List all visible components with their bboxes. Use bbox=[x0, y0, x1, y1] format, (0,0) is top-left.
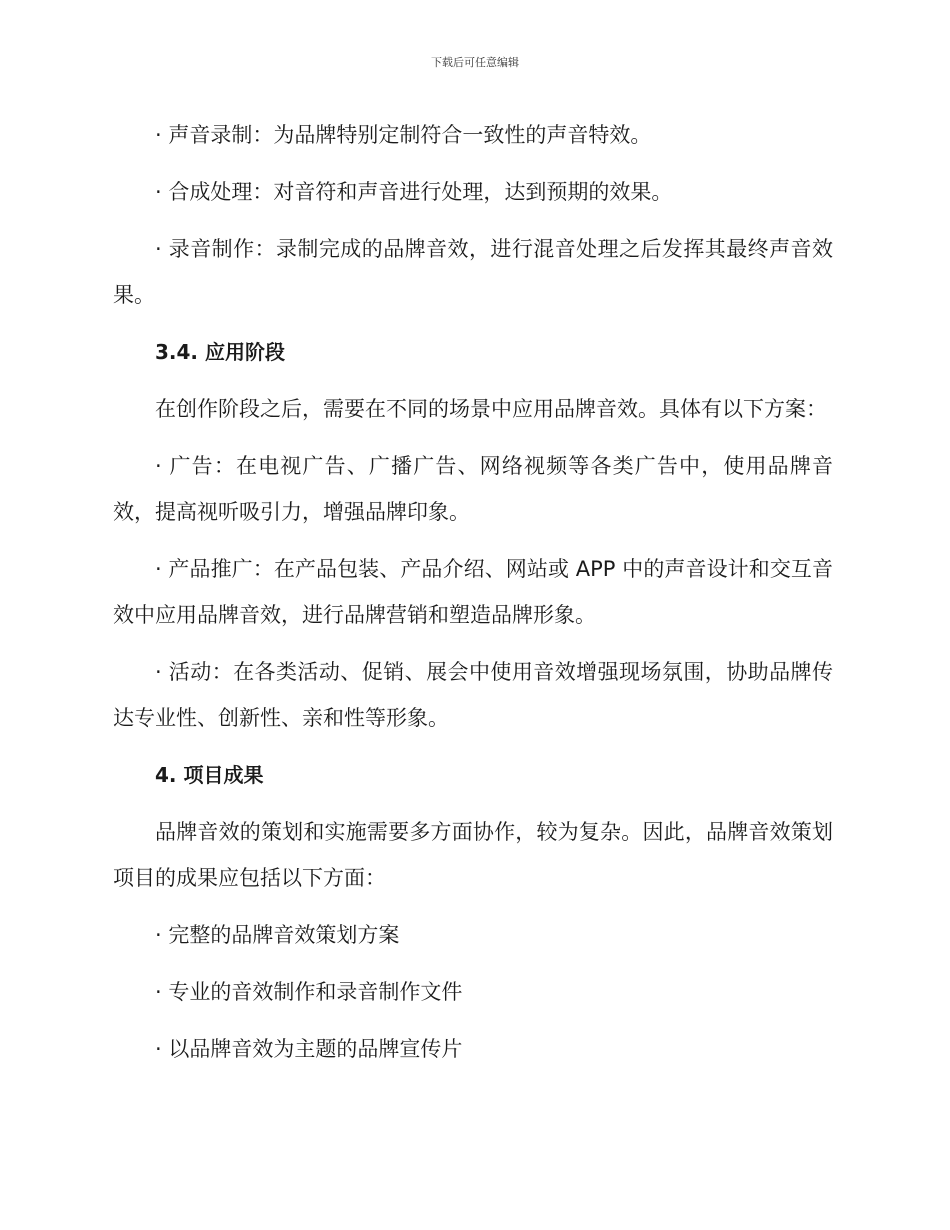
bullet-advertising: · 广告：在电视广告、广播广告、网络视频等各类广告中，使用品牌音效，提高视听吸引力，增强品牌印象。 bbox=[113, 454, 833, 524]
section-heading-application-stage: 3.4. 应用阶段 bbox=[155, 340, 285, 364]
paragraph-application-intro: 在创作阶段之后，需要在不同的场景中应用品牌音效。具体有以下方案： bbox=[155, 397, 827, 421]
page-header-note: 下载后可任意编辑 bbox=[431, 56, 519, 69]
document-body bbox=[113, 112, 833, 1083]
bullet-production-files: · 专业的音效制作和录音制作文件 bbox=[155, 980, 463, 1004]
paragraph-results-intro: 品牌音效的策划和实施需要多方面协作，较为复杂。因此，品牌音效策划项目的成果应包括以下方面： bbox=[113, 820, 833, 890]
bullet-events: · 活动：在各类活动、促销、展会中使用音效增强现场氛围，协助品牌传达专业性、创新性、亲和性等形象。 bbox=[113, 660, 833, 730]
bullet-product-promotion: · 产品推广：在产品包装、产品介绍、网站或 APP 中的声音设计和交互音效中应用品牌音效，进行品牌营销和塑造品牌形象。 bbox=[113, 557, 833, 627]
bullet-synthesis-processing: · 合成处理：对音符和声音进行处理，达到预期的效果。 bbox=[155, 180, 673, 204]
section-heading-project-results: 4. 项目成果 bbox=[155, 763, 264, 787]
bullet-sound-recording: · 声音录制：为品牌特别定制符合一致性的声音特效。 bbox=[155, 123, 652, 147]
bullet-promo-video: · 以品牌音效为主题的品牌宣传片 bbox=[155, 1037, 463, 1061]
bullet-recording-production: · 录音制作：录制完成的品牌音效，进行混音处理之后发挥其最终声音效果。 bbox=[113, 237, 833, 307]
bullet-complete-plan: · 完整的品牌音效策划方案 bbox=[155, 923, 400, 947]
